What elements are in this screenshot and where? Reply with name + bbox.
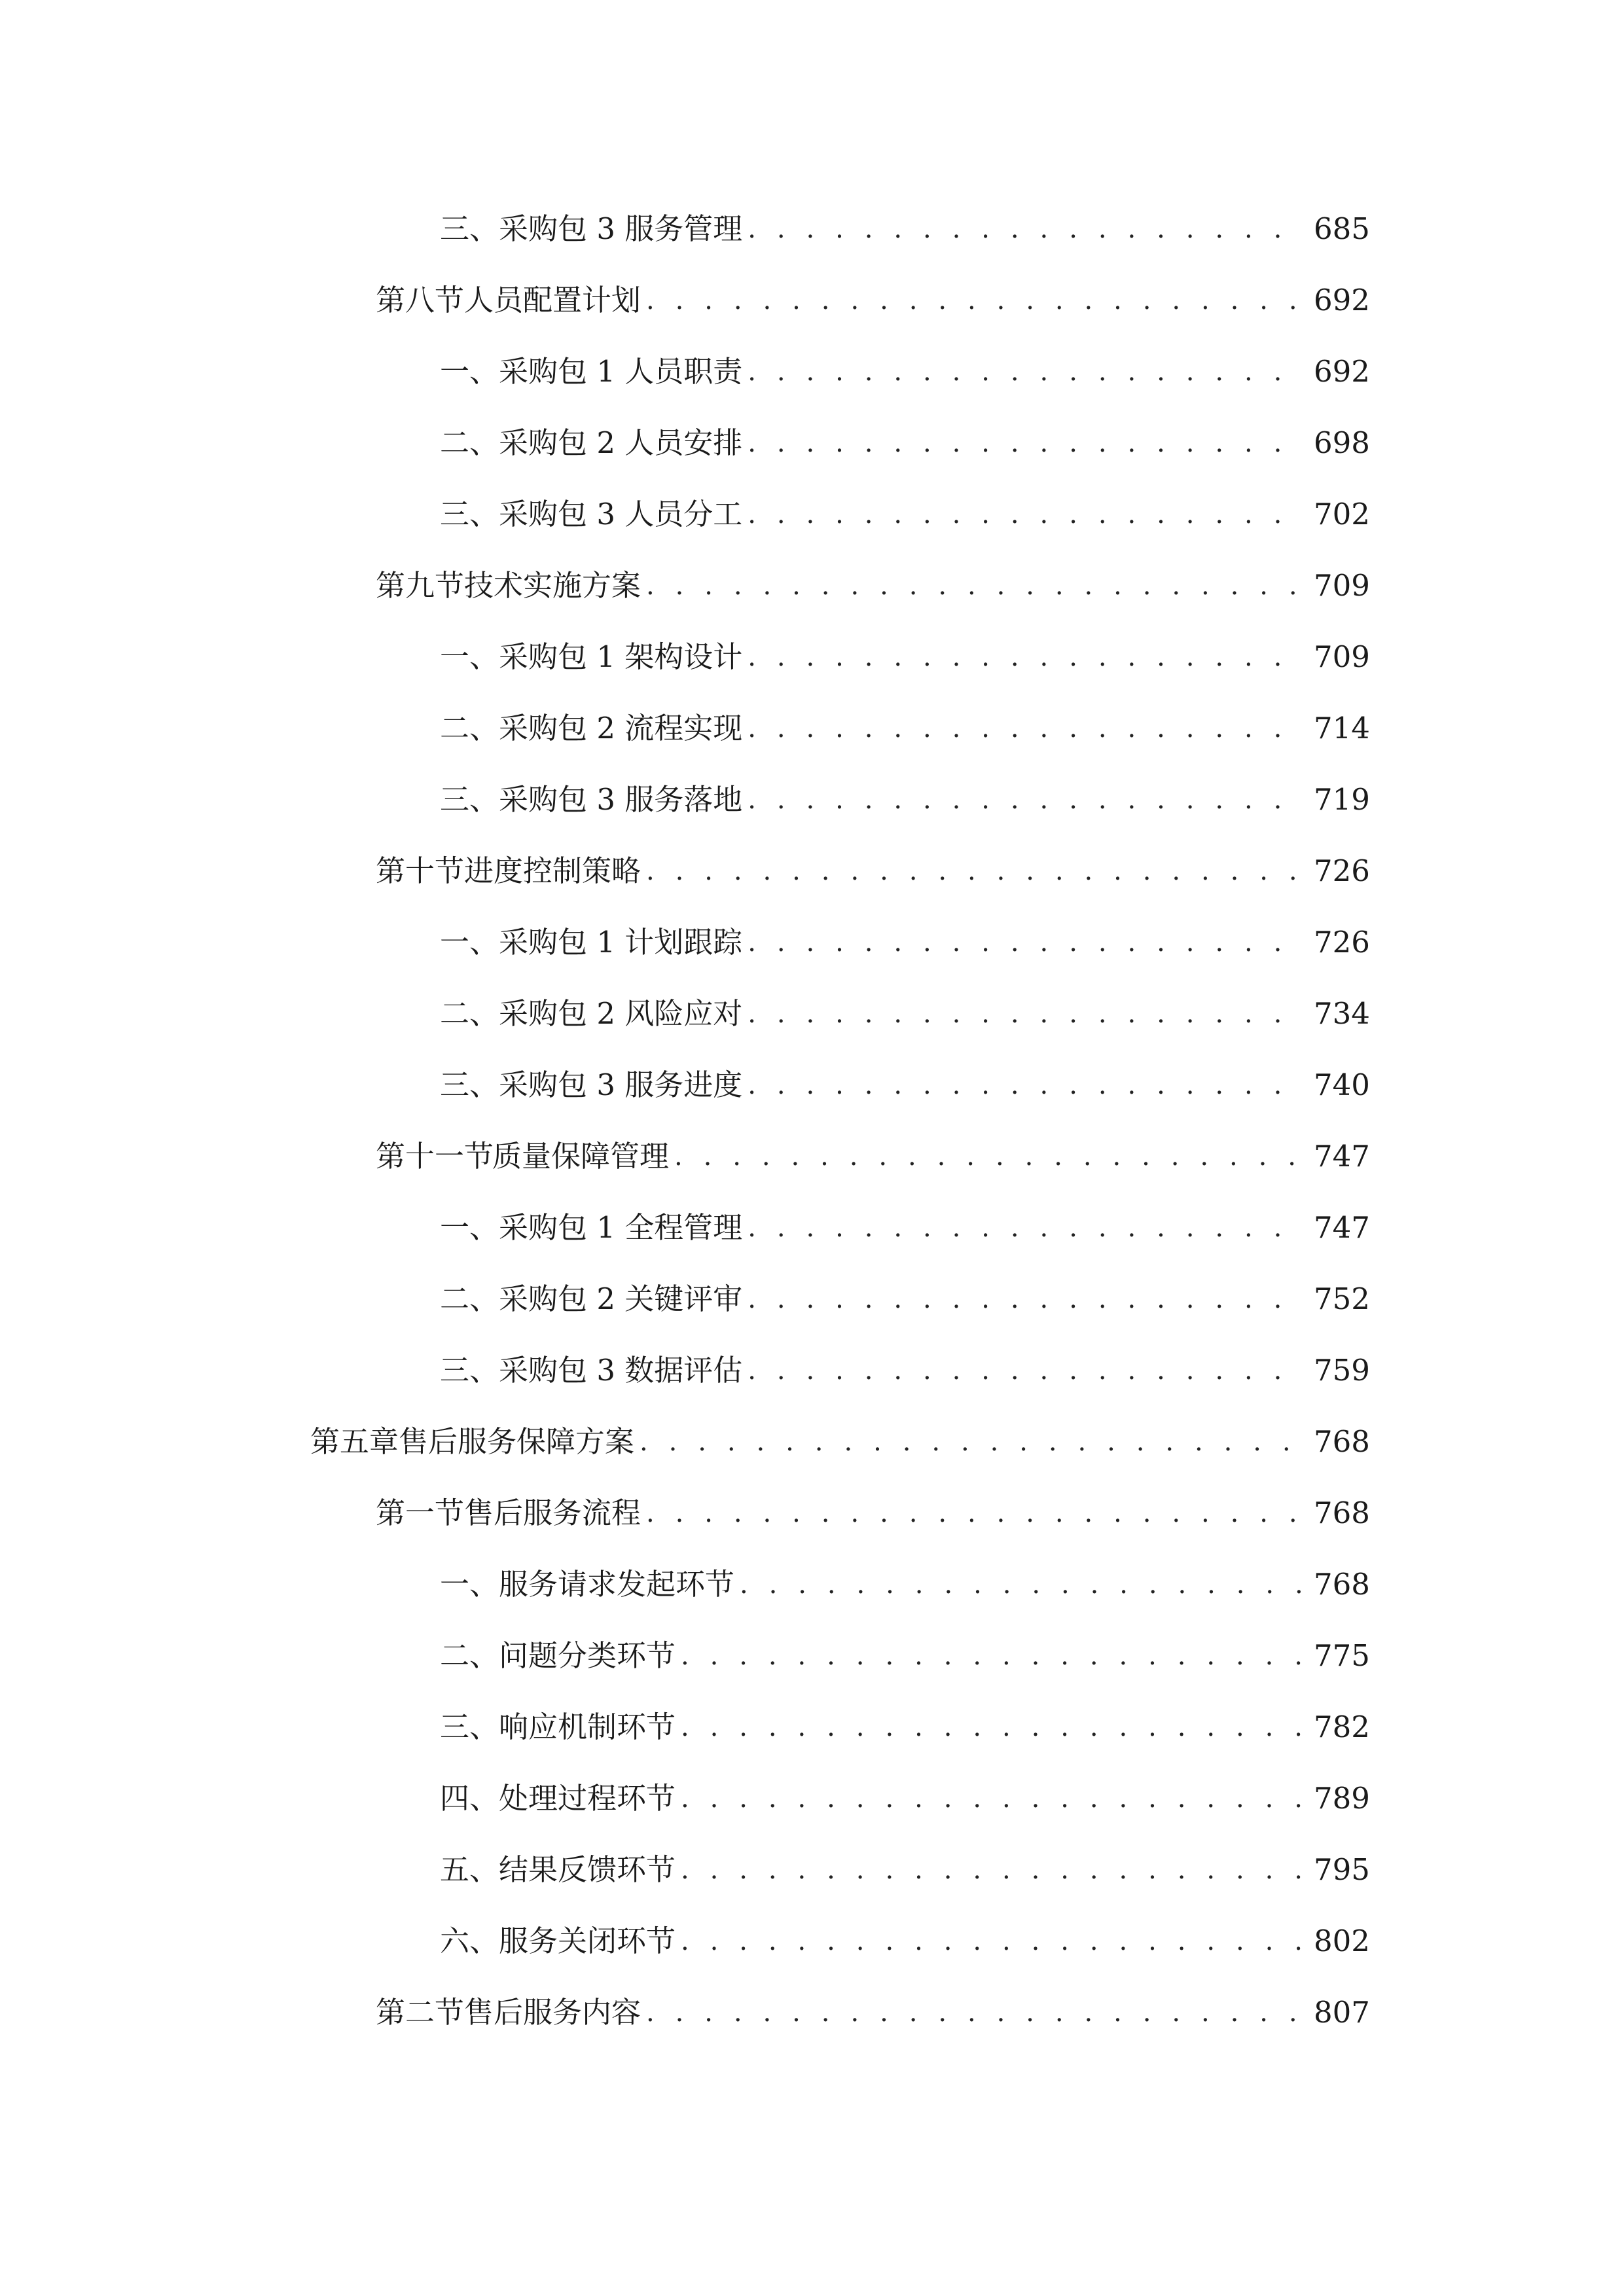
toc-entry-number: 四、 [440, 1781, 499, 1816]
toc-entry-page: 752 [1314, 1282, 1370, 1316]
toc-entry-number: 三、 [440, 211, 499, 246]
toc-entry-number: 二、 [440, 1282, 499, 1316]
toc-entry-title: 售后服务内容 [464, 1995, 641, 2030]
dot-leader [748, 203, 1305, 255]
toc-entry-number: 一、 [440, 639, 499, 674]
toc-entry-number: 二、 [440, 1638, 499, 1673]
toc-entry-title: 人员配置计划 [464, 283, 641, 317]
dot-leader [646, 1487, 1305, 1539]
dot-leader [748, 988, 1305, 1040]
toc-entry-number: 第十一节 [376, 1139, 494, 1174]
dot-leader [646, 845, 1305, 897]
toc-entry[interactable] [310, 1416, 1369, 1468]
toc-entry[interactable] [440, 1344, 1369, 1397]
toc-entry[interactable] [440, 1844, 1369, 1896]
dot-leader [640, 1416, 1305, 1468]
toc-entry-number: 三、 [440, 497, 499, 531]
toc-entry-page: 726 [1314, 925, 1370, 960]
toc-entry-title: 采购包 3 服务管理 [499, 211, 743, 246]
dot-leader [748, 346, 1305, 398]
toc-entry-number: 一、 [440, 354, 499, 389]
dot-leader [681, 1915, 1305, 1967]
dot-leader [748, 702, 1305, 755]
toc-entry[interactable] [376, 1986, 1369, 2039]
toc-entry[interactable] [440, 1701, 1369, 1753]
toc-entry-number: 三、 [440, 782, 499, 817]
dot-leader [646, 560, 1305, 612]
toc-entry-title: 采购包 2 流程实现 [499, 711, 743, 745]
toc-entry[interactable] [440, 631, 1369, 683]
toc-entry-number: 一、 [440, 1567, 499, 1602]
toc-entry-title: 采购包 2 关键评审 [499, 1282, 743, 1316]
dot-leader [748, 631, 1305, 683]
toc-entry[interactable] [440, 988, 1369, 1040]
toc-entry[interactable] [440, 916, 1369, 969]
toc-entry-number: 三、 [440, 1067, 499, 1102]
toc-entry-number: 三、 [440, 1353, 499, 1388]
toc-entry-title: 处理过程环节 [499, 1781, 676, 1816]
toc-entry-title: 服务请求发起环节 [499, 1567, 735, 1602]
toc-entry-title: 采购包 3 人员分工 [499, 497, 743, 531]
toc-entry-page: 782 [1314, 1710, 1370, 1744]
dot-leader [748, 488, 1305, 541]
toc-entry[interactable] [440, 774, 1369, 826]
dot-leader [646, 274, 1305, 327]
dot-leader [681, 1630, 1305, 1682]
toc-entry-title: 采购包 3 数据评估 [499, 1353, 743, 1388]
toc-entry-page: 747 [1314, 1139, 1370, 1174]
dot-leader [681, 1701, 1305, 1753]
dot-leader [748, 1202, 1305, 1254]
toc-entry-page: 734 [1314, 996, 1370, 1031]
toc-entry-title: 采购包 2 风险应对 [499, 996, 743, 1031]
toc-entry-page: 775 [1314, 1638, 1370, 1673]
toc-entry-page: 802 [1314, 1924, 1370, 1958]
toc-entry[interactable] [440, 702, 1369, 755]
toc-entry[interactable] [440, 417, 1369, 469]
dot-leader [681, 1844, 1305, 1896]
toc-entry[interactable] [376, 274, 1369, 327]
toc-entry-page: 768 [1314, 1424, 1370, 1459]
dot-leader [646, 1986, 1305, 2039]
toc-entry[interactable] [376, 560, 1369, 612]
dot-leader [740, 1558, 1305, 1611]
toc-entry-page: 768 [1314, 1496, 1370, 1530]
dot-leader [748, 1344, 1305, 1397]
toc-entry[interactable] [440, 1772, 1369, 1825]
toc-entry[interactable] [440, 1273, 1369, 1325]
dot-leader [681, 1772, 1305, 1825]
toc-entry-page: 714 [1314, 711, 1370, 745]
toc-entry-page: 702 [1314, 497, 1370, 531]
toc-entry-number: 一、 [440, 925, 499, 960]
toc-entry[interactable] [440, 488, 1369, 541]
toc-entry-number: 第五章 [310, 1424, 399, 1459]
toc-entry[interactable] [376, 1130, 1369, 1183]
dot-leader [674, 1130, 1305, 1183]
toc-entry-number: 六、 [440, 1924, 499, 1958]
toc-entry-title: 采购包 2 人员安排 [499, 425, 743, 460]
toc-entry-number: 二、 [440, 996, 499, 1031]
toc-entry-page: 709 [1314, 568, 1370, 603]
toc-entry-page: 726 [1314, 853, 1370, 888]
toc-entry-title: 采购包 1 架构设计 [499, 639, 743, 674]
toc-entry-title: 采购包 1 计划跟踪 [499, 925, 743, 960]
toc-entry-page: 685 [1314, 211, 1370, 246]
toc-entry-title: 问题分类环节 [499, 1638, 676, 1673]
toc-entry-page: 795 [1314, 1852, 1370, 1887]
toc-entry-number: 第二节 [376, 1995, 465, 2030]
toc-entry-number: 三、 [440, 1710, 499, 1744]
toc-entry-page: 698 [1314, 425, 1370, 460]
toc-entry-title: 售后服务保障方案 [399, 1424, 635, 1459]
toc-entry-number: 二、 [440, 711, 499, 745]
toc-entry-page: 692 [1314, 354, 1370, 389]
toc-entry-title: 质量保障管理 [492, 1139, 670, 1174]
toc-entry-page: 692 [1314, 283, 1370, 317]
toc-entry-page: 740 [1314, 1067, 1370, 1102]
toc-entry-title: 采购包 3 服务落地 [499, 782, 743, 817]
toc-entry-title: 响应机制环节 [499, 1710, 676, 1744]
toc-entry[interactable] [440, 346, 1369, 398]
toc-entry-title: 进度控制策略 [464, 853, 641, 888]
toc-entry-title: 采购包 1 人员职责 [499, 354, 743, 389]
toc-entry-page: 768 [1314, 1567, 1370, 1602]
toc-entry-title: 售后服务流程 [464, 1496, 641, 1530]
toc-entry[interactable] [440, 1630, 1369, 1682]
toc-entry[interactable] [440, 1059, 1369, 1111]
toc-entry-number: 二、 [440, 425, 499, 460]
toc-entry[interactable] [440, 1202, 1369, 1254]
dot-leader [748, 774, 1305, 826]
toc-entry-number: 第九节 [376, 568, 465, 603]
toc-entry[interactable] [440, 1915, 1369, 1967]
toc-entry-number: 第一节 [376, 1496, 465, 1530]
toc-entry-number: 一、 [440, 1210, 499, 1245]
toc-entry-page: 747 [1314, 1210, 1370, 1245]
dot-leader [748, 417, 1305, 469]
dot-leader [748, 916, 1305, 969]
toc-entry-number: 五、 [440, 1852, 499, 1887]
toc-entry-title: 技术实施方案 [464, 568, 641, 603]
toc-entry[interactable] [376, 845, 1369, 897]
toc-entry[interactable] [376, 1487, 1369, 1539]
toc-entry-title: 结果反馈环节 [499, 1852, 676, 1887]
toc-entry-page: 759 [1314, 1353, 1370, 1388]
toc-entry-title: 采购包 3 服务进度 [499, 1067, 743, 1102]
toc-entry-number: 第十节 [376, 853, 465, 888]
toc-entry-title: 服务关闭环节 [499, 1924, 676, 1958]
dot-leader [748, 1273, 1305, 1325]
toc-entry-page: 719 [1314, 782, 1370, 817]
toc-entry-title: 采购包 1 全程管理 [499, 1210, 743, 1245]
dot-leader [748, 1059, 1305, 1111]
toc-entry-page: 789 [1314, 1781, 1370, 1816]
toc-entry[interactable] [440, 203, 1369, 255]
toc-entry-number: 第八节 [376, 283, 465, 317]
toc-entry-page: 807 [1314, 1995, 1370, 2030]
toc-entry[interactable] [440, 1558, 1369, 1611]
toc-entry-page: 709 [1314, 639, 1370, 674]
